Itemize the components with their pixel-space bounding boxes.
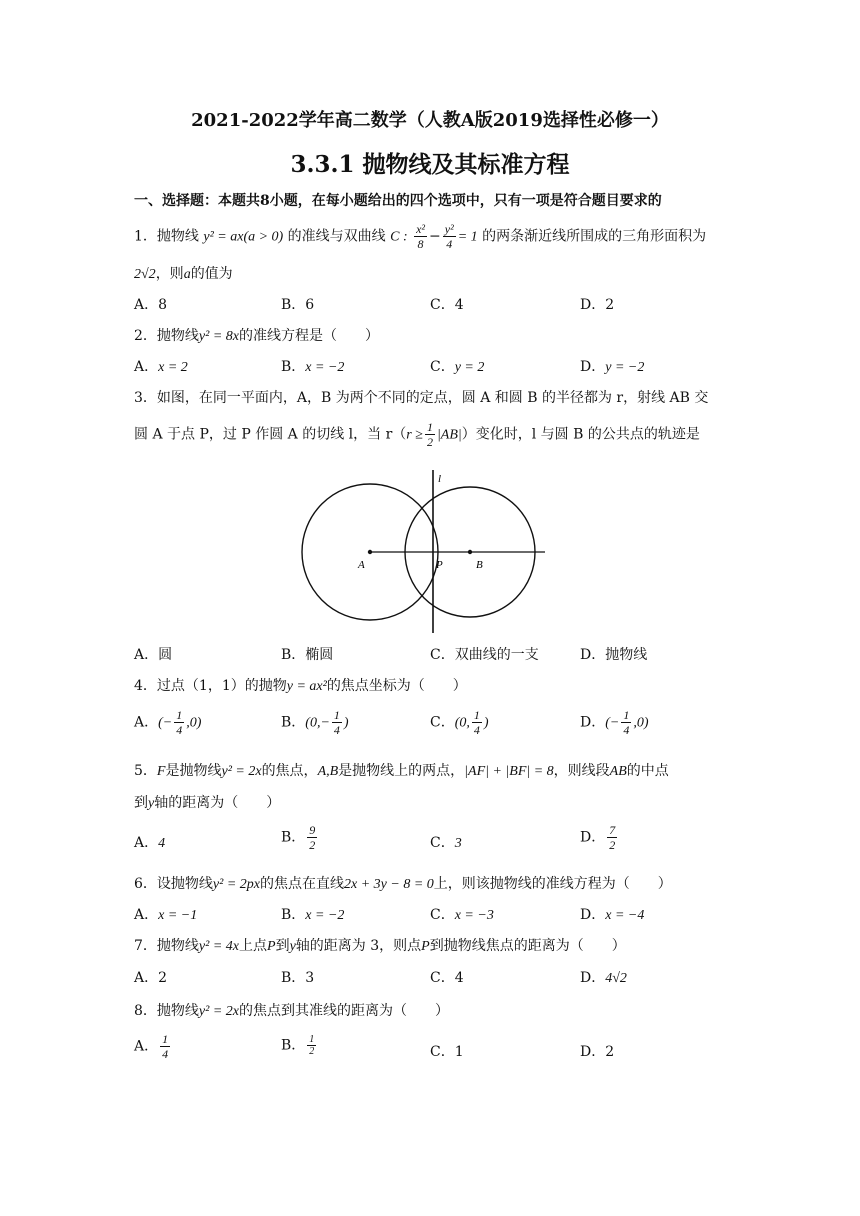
q4-option-a: A．(− $\frac{1}{4}$ ,0) [134,708,202,737]
q3-option-b: B．椭圆 [281,647,334,663]
q5-option-a: A．4 [134,835,166,851]
label-l: l [438,473,442,485]
q2-option-d: D．y = −2 [580,359,645,375]
q1-parabola-equation: y² = ax(a > 0) [203,229,284,245]
q2-option-a: A．x = 2 [134,359,188,375]
q6-option-a: A．x = −1 [134,907,198,923]
two-circles-figure [298,466,552,636]
q2-option-c: C．y = 2 [430,359,485,375]
q7-option-a: A．2 [134,970,168,986]
question-5-stem-line2: 到y轴的距离为（ ） [134,795,281,811]
lesson-title: 3.3.1 抛物线及其标准方程 [290,151,570,178]
q7-option-d: D．4√2 [580,970,627,986]
q5-option-c: C．3 [430,835,462,851]
q8-option-a: A． $\frac{1}{4}$ [134,1032,169,1061]
label-a: A [358,559,365,571]
q4-option-b: B．(0,− $\frac{1}{4}$ ) [281,708,349,737]
q6-option-d: D．x = −4 [580,907,645,923]
q8-option-c: C．1 [430,1044,464,1060]
q2-option-b: B．x = −2 [281,359,345,375]
q4-option-c: C．(0, $\frac{1}{4}$ ) [430,708,489,737]
question-2-stem: 2．抛物线y² = 8x的准线方程是（ ） [134,328,379,344]
q1-option-d: D．2 [580,297,615,313]
question-3-stem-line2: 圆 A 于点 P，过 P 作圆 A 的切线 l，当 r（r ≥ $\frac{1}{2}$ |AB|）变化时，l 与圆 B 的公共点的轨迹是 [134,420,700,449]
q1-fraction-y: $\frac{\text{y²}}{4}$ [444,222,454,251]
q4-option-d: D．(− $\frac{1}{4}$ ,0) [580,708,649,737]
q1-option-b: B．6 [281,297,315,313]
q8-option-d: D．2 [580,1044,615,1060]
question-4-stem: 4．过点（1，1）的抛物y = ax²的焦点坐标为（ ） [134,678,467,694]
question-7-stem: 7．抛物线y² = 4x上点P到y轴的距离为 3，则点P到抛物线焦点的距离为（ ） [134,938,626,954]
question-1-stem: 1．抛物线 y² = ax(a > 0) 的准线与双曲线 C : $\frac{\text{x²}}{8}$ − $\frac{\text{y²}}{4}$ = 1 的两条渐近线所围成的三角形面积为 [134,222,707,251]
question-6-stem: 6．设抛物线y² = 2px的焦点在直线2x + 3y − 8 = 0上，则该抛物线的准线方程为（ ） [134,876,672,892]
q7-option-c: C．4 [430,970,464,986]
document-title: 2021-2022学年高二数学（人教A版2019选择性必修一） [191,110,669,131]
point-a [368,550,372,554]
question-5-stem: 5．F是抛物线y² = 2x的焦点，A,B是抛物线上的两点，|AF| + |BF| = 8，则线段AB的中点 [134,763,669,779]
q5-option-d: D． $\frac{7}{2}$ [580,823,616,852]
q5-option-b: B． $\frac{9}{2}$ [281,823,316,852]
q3-option-a: A．圆 [134,647,173,663]
label-p: P [436,559,443,571]
q7-option-b: B．3 [281,970,315,986]
label-b: B [476,559,483,571]
q1-option-a: A．8 [134,297,168,313]
q6-option-b: B．x = −2 [281,907,345,923]
q8-option-b: B． $\frac{1}{2}$ [281,1034,315,1057]
q6-option-c: C．x = −3 [430,907,494,923]
q3-option-d: D．抛物线 [580,647,648,663]
point-b [468,550,472,554]
question-8-stem: 8．抛物线y² = 2x的焦点到其准线的距离为（ ） [134,1003,449,1019]
section-heading: 一、选择题：本题共8小题，在每小题给出的四个选项中，只有一项是符合题目要求的 [134,193,662,209]
q1-option-c: C．4 [430,297,464,313]
q3-option-c: C．双曲线的一支 [430,647,539,663]
question-3-stem: 3．如图，在同一平面内，A，B 为两个不同的定点，圆 A 和圆 B 的半径都为 r，射线 AB 交 [134,390,709,406]
question-1-stem-line2: 2√2，则a的值为 [134,266,233,282]
q1-fraction-x: $\frac{\text{x²}}{8}$ [416,222,426,251]
